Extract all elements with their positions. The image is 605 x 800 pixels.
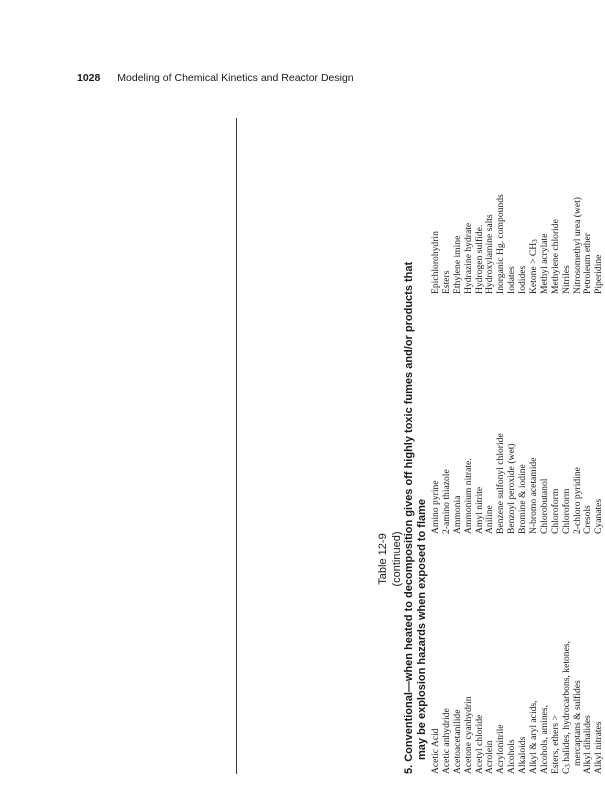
list-item: Benzoyl peroxide (wet) [506, 443, 518, 534]
list-item: Cyanates [593, 498, 605, 534]
list-item: Hydroxylamine salts [484, 214, 496, 294]
list-item: Inorganic Hg. compounds [495, 194, 507, 294]
list-item: Alcohols, amines, [538, 704, 550, 774]
list-item: Cresols [582, 505, 594, 534]
table-number: Table 12-9 [377, 533, 389, 585]
list-item: Bromine & iodine [517, 464, 529, 534]
list-item: Ammonia [451, 495, 463, 534]
list-item: Esters [440, 270, 452, 294]
list-item: Amino pyrine [430, 480, 441, 534]
list-item: Ketone > $CH_3$ [528, 239, 540, 294]
list-item: Acetic anhydride [440, 708, 452, 774]
section-heading-line2: may be explosion hazards when exposed to flame [416, 498, 428, 760]
list-item: Acrylonitrile [495, 724, 507, 774]
list-item: Alkyl nitrates [593, 721, 605, 774]
list-item: Ammonium nitrate. [462, 458, 474, 534]
list-item: Acetone cyanhydrin [462, 696, 474, 774]
list-item: Alkyl & aryl acids, [528, 700, 540, 774]
table-continued: (continued) [391, 531, 403, 587]
rotated-table [226, 118, 605, 774]
table-label [376, 474, 404, 644]
list-item: Alkaloids [517, 736, 529, 774]
list-item: Petroleum ether [582, 232, 594, 294]
list-item: Acetoacetanilide [451, 709, 463, 774]
book-title: Modeling of Chemical Kinetics and Reactor Design [117, 72, 354, 84]
list-item: N-bromo acetamide [528, 457, 540, 534]
list-item: mercaptans & sulfides [571, 680, 583, 766]
list-item: Iodates [506, 266, 518, 294]
list-item: Acetic Acid [430, 728, 441, 774]
list-item: Ethylene imine [451, 235, 463, 294]
column-1 [431, 564, 605, 774]
list-item: Hydrogen sulfide. [473, 224, 485, 294]
list-item: Nitriles [560, 265, 572, 294]
list-item: 2-chloro pyridine [571, 467, 583, 534]
column-3 [431, 84, 605, 294]
list-item: Piperidine [593, 254, 605, 294]
list-item: Hydrazine hydrate [462, 222, 474, 294]
list-item: Nitrosomethyl urea (wet) [571, 197, 583, 294]
page-number: 1028 [77, 72, 101, 84]
list-item: 2-amino thiazole [440, 469, 452, 534]
list-item: Chloroform [560, 488, 572, 534]
list-item: Alkyl dihalides [582, 715, 594, 774]
list-item: Iodides [517, 265, 529, 294]
list-item: Amyl nitrite [473, 486, 485, 534]
list-item: Chlorobutanol [538, 478, 550, 534]
list-item: Acetyl chloride [473, 714, 485, 774]
section-heading [403, 114, 429, 774]
running-header [77, 72, 457, 88]
list-item: Alcohols [506, 739, 518, 774]
list-item: Epichlorohydrin [430, 231, 441, 294]
list-item: Chloroform [549, 488, 561, 534]
list-item: Benzene sulfonyl chloride [495, 433, 507, 534]
list-item: Acrolein [484, 740, 496, 774]
column-2 [431, 324, 605, 534]
list-item: Esters, ethers > [549, 715, 561, 774]
list-item: Methylene chloride [549, 219, 561, 294]
list-item: Methyl acrylate [538, 233, 550, 294]
list-item: $C_3$ halides, hydrocarbons, ketones, [560, 641, 572, 774]
list-item: Aniline [484, 505, 496, 534]
section-heading-line1: 5. Conventional—when heated to decomposition gives off highly toxic fumes and/or products that [403, 261, 415, 774]
